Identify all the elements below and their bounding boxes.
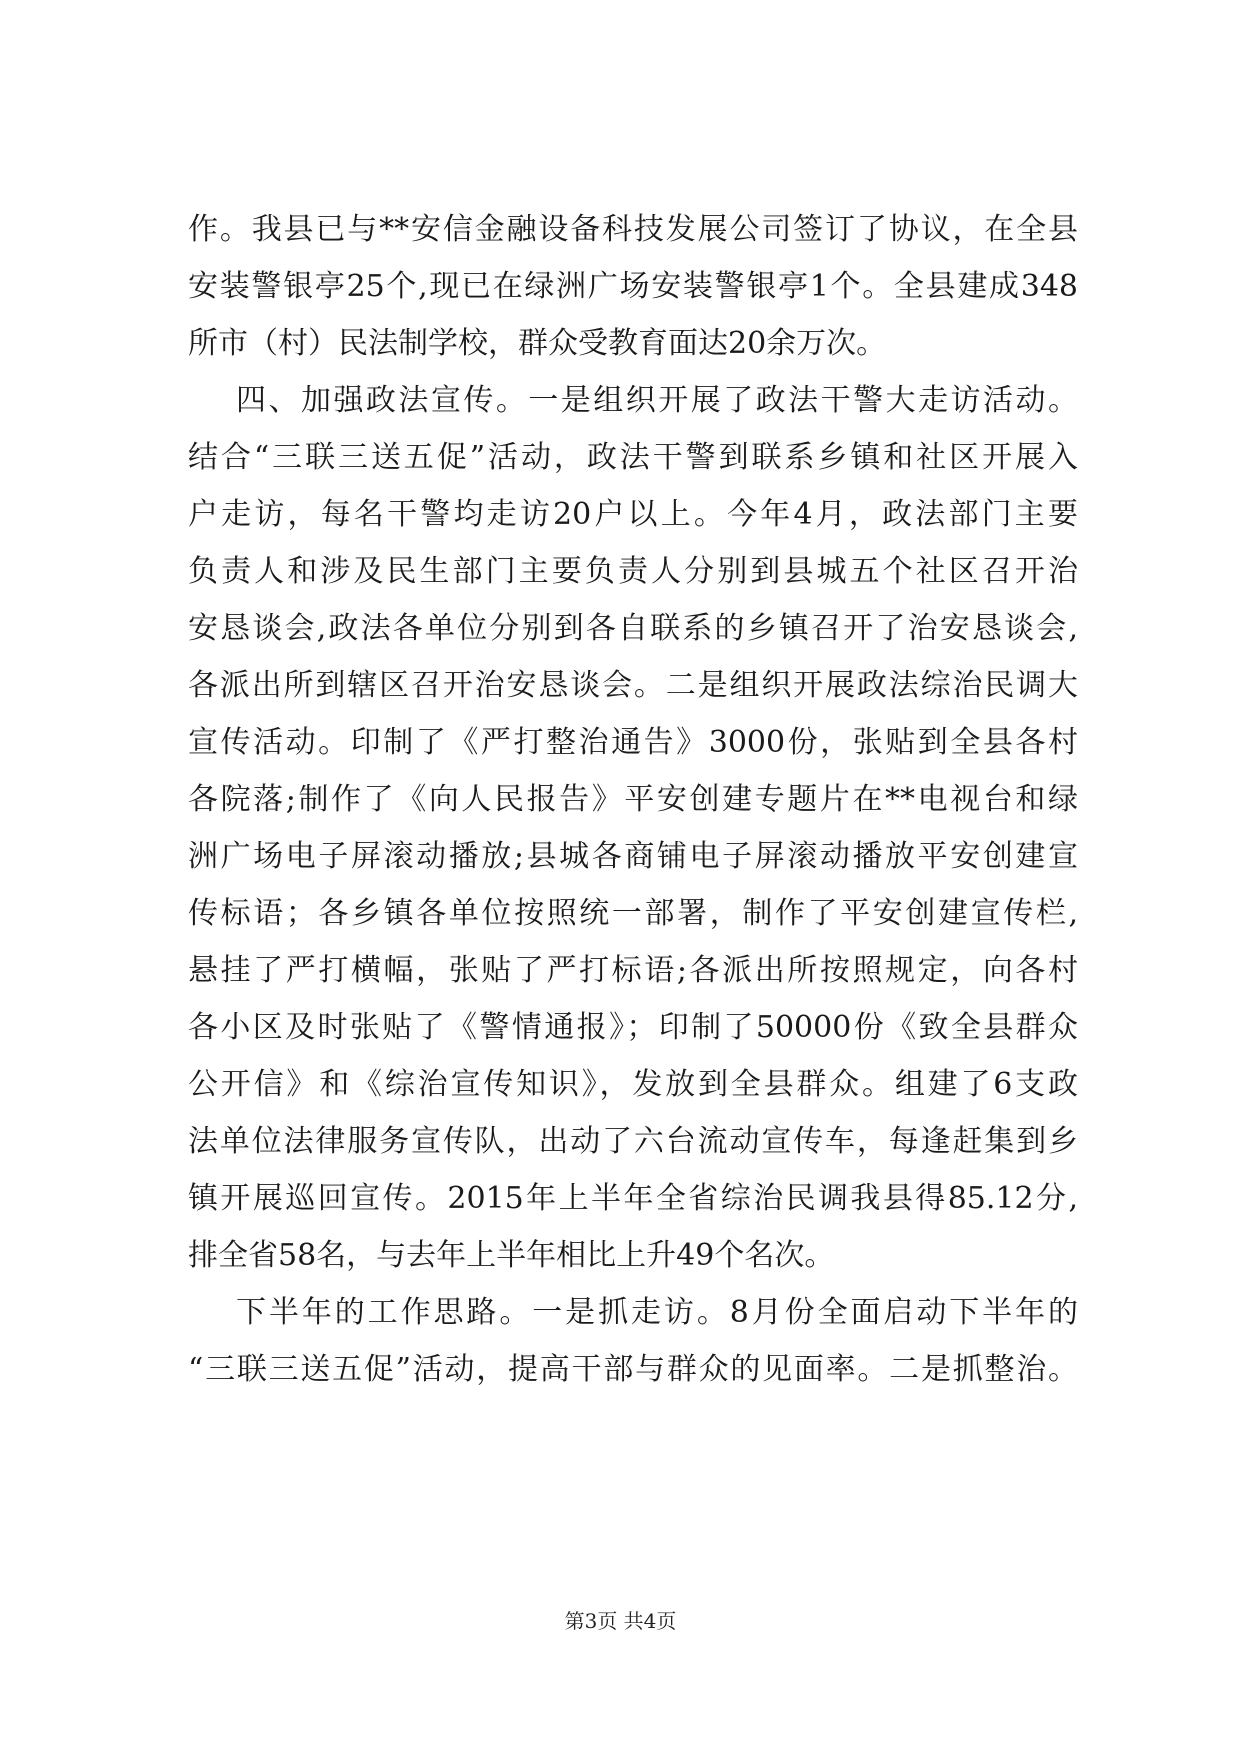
body-text-line: 法单位法律服务宣传队，出动了六台流动宣传车，每逢赶集到乡	[188, 1124, 1078, 1159]
body-text-line: 洲广场电子屏滚动播放;县城各商铺电子屏滚动播放平安创建宣	[188, 839, 1078, 874]
body-text-line: “三联三送五促”活动，提高干部与群众的见面率。二是抓整治。	[188, 1352, 1078, 1387]
body-text-line: 排全省58名，与去年上半年相比上升49个名次。	[188, 1238, 835, 1273]
body-text-line: 各派出所到辖区召开治安恳谈会。二是组织开展政法综治民调大	[188, 668, 1078, 703]
body-text-line: 户走访，每名干警均走访20户以上。今年4月，政法部门主要	[188, 497, 1078, 532]
body-text-line: 所市（村）民法制学校，群众受教育面达20余万次。	[188, 326, 887, 361]
paragraph-start-line: 四、加强政法宣传。一是组织开展了政法干警大走访活动。	[236, 383, 1078, 418]
body-text-line: 各院落;制作了《向人民报告》平安创建专题片在**电视台和绿	[188, 782, 1078, 817]
body-text-line: 作。我县已与**安信金融设备科技发展公司签订了协议，在全县	[188, 212, 1078, 247]
body-text-line: 公开信》和《综治宣传知识》，发放到全县群众。组建了6支政	[188, 1067, 1078, 1102]
body-text-line: 传标语；各乡镇各单位按照统一部署，制作了平安创建宣传栏,	[188, 896, 1078, 931]
paragraph-start-line: 下半年的工作思路。一是抓走访。8月份全面启动下半年的	[236, 1295, 1078, 1330]
body-text-line: 安恳谈会,政法各单位分别到各自联系的乡镇召开了治安恳谈会,	[188, 611, 1078, 646]
body-text-line: 各小区及时张贴了《警情通报》；印制了50000份《致全县群众	[188, 1010, 1078, 1045]
body-text-line: 结合“三联三送五促”活动，政法干警到联系乡镇和社区开展入	[188, 440, 1078, 475]
body-text-line: 宣传活动。印制了《严打整治通告》3000份，张贴到全县各村	[188, 725, 1078, 760]
body-text-line: 悬挂了严打横幅，张贴了严打标语;各派出所按照规定，向各村	[188, 953, 1078, 988]
body-text-line: 安装警银亭25个,现已在绿洲广场安装警银亭1个。全县建成348	[188, 269, 1078, 304]
body-text-line: 镇开展巡回宣传。2015年上半年全省综治民调我县得85.12分,	[188, 1181, 1078, 1216]
body-text-line: 负责人和涉及民生部门主要负责人分别到县城五个社区召开治	[188, 554, 1078, 589]
page-number-footer: 第3页 共4页	[564, 1609, 677, 1633]
